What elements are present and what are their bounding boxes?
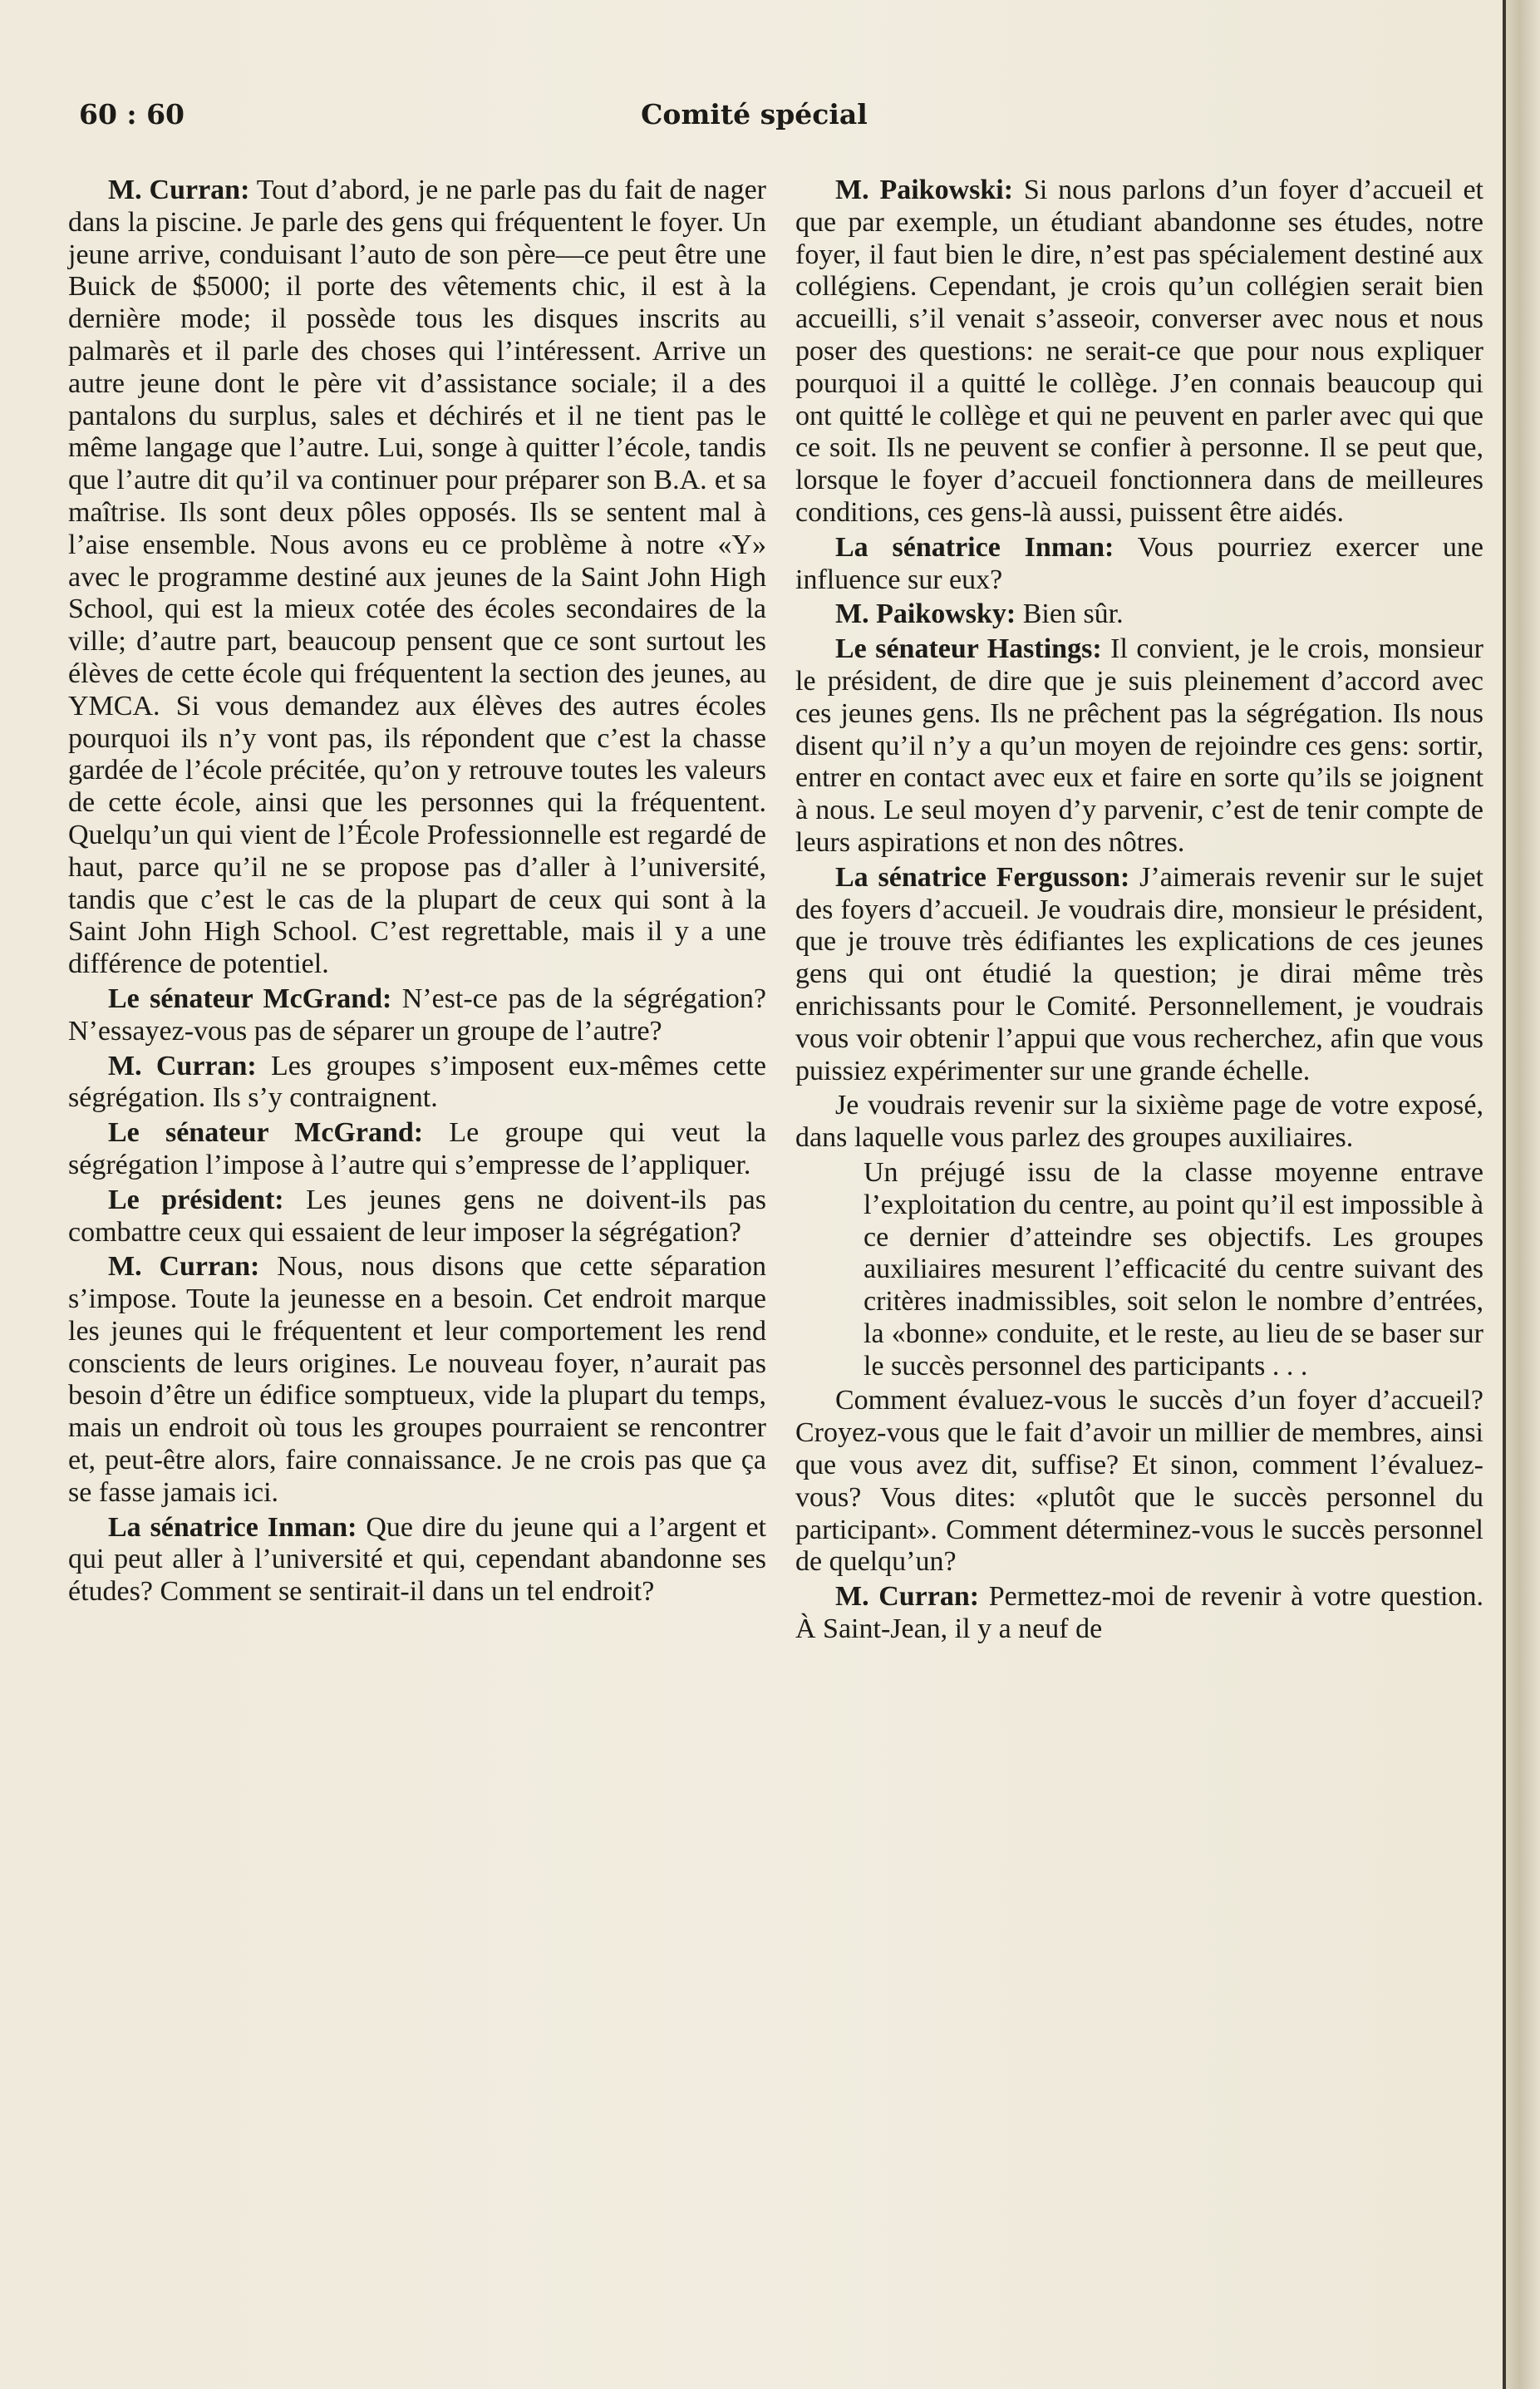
paragraph [795, 1090, 1483, 1155]
speaker-name: La sénatrice Fergusson: [835, 861, 1130, 893]
paragraph [795, 598, 1483, 631]
speaker-name: Le sénateur McGrand: [108, 1117, 424, 1149]
paragraph [795, 1581, 1483, 1646]
paragraph [795, 1385, 1483, 1579]
speaker-name: M. Curran: [108, 1251, 260, 1283]
binding-gutter [1506, 0, 1540, 2389]
paragraph [68, 1051, 766, 1116]
speaker-name: M. Paikowsky: [835, 598, 1016, 630]
paragraph [795, 532, 1483, 597]
paragraph-text: Si nous parlons d’un foyer d’accueil et que par exemple, un étudiant abandonne ses études, notre foyer, il faut bien le dire, n’est pas spécialement destiné aux collégiens. Cependant, je crois qu’un collégien serait bien accueilli, s’il venait s’asseoir, converser avec nous et nous poser des questions: ne serait-ce que pour nous expliquer pourquoi il a quitté le collège. J’en connais beaucoup qui ont quitté le collège et qui ne peuvent en parler avec qui que ce soit. Ils ne peuvent se confier à personne. Il se peut que, lorsque le foyer d’accueil fonctionnera dans de meilleures conditions, ces gens-là aussi, puissent être aidés. [795, 175, 1483, 528]
speaker-name: La sénatrice Inman: [108, 1511, 357, 1543]
speaker-name: M. Paikowski: [835, 175, 1014, 205]
paragraph-text: Vous pourriez exercer une influence sur eux? [795, 531, 1483, 595]
paragraph-text: Bien sûr. [1016, 598, 1124, 630]
speaker-name: M. Curran: [108, 175, 250, 205]
speaker-name: M. Curran: [835, 1581, 980, 1613]
paragraph-text: J’aimerais revenir sur le sujet des foyers d’accueil. Je voudrais dire, monsieur le président, que je trouve très édifiantes les explications de ces jeunes gens qui ont étudié la question; je dirai même très enrichissants pour le Comité. Personnellement, je voudrais vous voir obtenir l’appui que vous recherchez, afin que vous puissiez expérimenter sur une grande échelle. [795, 861, 1483, 1086]
paragraph-text: Les jeunes gens ne doivent-ils pas combattre ceux qui essaient de leur imposer la ségrégation? [68, 1184, 766, 1248]
paragraph [795, 175, 1483, 530]
paragraph-text: Que dire du jeune qui a l’argent et qui peut aller à l’université et qui, cependant abandonne ses études? Comment se sentirait-il dans un tel endroit? [68, 1511, 766, 1608]
paragraph [68, 175, 766, 981]
paragraph-text: Il convient, je le crois, monsieur le président, de dire que je suis pleinement d’accord avec ces jeunes gens. Ils ne prêchent pas la ségrégation. Ils nous disent qu’il n’y a qu’un moyen de rejoindre ces gens: sortir, entrer en contact avec eux et faire en sorte qu’ils se joignent à nous. Le seul moyen d’y parvenir, c’est de tenir compte de leurs aspirations et non des nôtres. [795, 633, 1484, 858]
paragraph-text: N’est-ce pas de la ségrégation? N’essayez-vous pas de séparer un groupe de l’autre? [68, 983, 766, 1047]
speaker-name: La sénatrice Inman: [835, 531, 1114, 563]
paragraph-text: Nous, nous disons que cette séparation s’impose. Toute la jeunesse en a besoin. Cet endroit marque les jeunes qui le fréquentent et leur comportement les rend conscients de leurs origines. Le nouveau foyer, n’aurait pas besoin d’être un édifice somptueux, vide la plupart du temps, mais un endroit où tous les groupes pourraient se rencontrer et, peut-être alors, faire connaissance. Je ne crois pas que ça se fasse jamais ici. [68, 1251, 766, 1508]
paragraph-text: Le groupe qui veut la ségrégation l’impose à l’autre qui s’empresse de l’appliquer. [68, 1117, 766, 1180]
paragraph [795, 862, 1483, 1088]
speaker-name: Le sénateur McGrand: [108, 983, 392, 1014]
paragraph-text: Comment évaluez-vous le succès d’un foyer d’accueil? Croyez-vous que le fait d’avoir un millier de membres, ainsi que vous avez dit, suffise? Et sinon, comment l’évaluez-vous? Vous dites: «plutôt que le succès personnel du participant». Comment déterminez-vous le succès personnel de quelqu’un? [795, 1385, 1483, 1578]
paragraph [68, 1185, 766, 1249]
page-header [79, 98, 1429, 138]
paragraph-text: Je voudrais revenir sur la sixième page de votre exposé, dans laquelle vous parlez des groupes auxiliaires. [795, 1090, 1483, 1154]
paragraph [68, 1512, 766, 1608]
paragraph-text: Permettez-moi de revenir à votre question. À Saint-Jean, il y a neuf de [795, 1581, 1483, 1645]
page-number: 60 : 60 [79, 98, 185, 131]
paragraph-text: Les groupes s’imposent eux-mêmes cette ségrégation. Ils s’y contraignent. [68, 1050, 766, 1114]
speaker-name: Le sénateur Hastings: [835, 633, 1102, 665]
paragraph [68, 1117, 766, 1182]
paragraph [795, 633, 1483, 860]
block-quote [863, 1157, 1483, 1383]
quote-text: Un préjugé issu de la classe moyenne entrave l’exploitation du centre, au point qu’il est impossible à ce dernier d’atteindre ses objectifs. Les groupes auxiliaires mesurent l’efficacité du centre suivant des critères inadmissibles, soit selon le nombre d’entrées, la «bonne» conduite, et le reste, au lieu de se baser sur le succès personnel des participants . . . [863, 1156, 1483, 1382]
running-title: Comité spécial [641, 98, 868, 131]
speaker-name: Le président: [108, 1184, 284, 1215]
speaker-name: M. Curran: [108, 1050, 257, 1081]
paragraph [68, 983, 766, 1048]
paragraph-text: Tout d’abord, je ne parle pas du fait de nager dans la piscine. Je parle des gens qui fréquentent le foyer. Un jeune arrive, conduisant l’auto de son père—ce peut être une Buick de $5000; il porte des vêtements chic, il est à la dernière mode; il possède tous les disques inscrits au palmarès et il parle des choses qui l’intéressent. Arrive un autre jeune dont le père vit d’assistance sociale; il a des pantalons du surplus, sales et déchirés et il ne tient pas le même langage que l’autre. Lui, songe à quitter l’école, tandis que l’autre dit qu’il va continuer pour préparer son B.A. et sa maîtrise. Ils sont deux pôles opposés. Ils se sentent mal à l’aise ensemble. Nous avons eu ce problème à notre «Y» avec le programme destiné aux jeunes de la Saint John High School, qui est la mieux cotée des écoles secondaires de la ville; d’autre part, beaucoup pensent que ce sont surtout les élèves de cette école qui fréquentent la section des jeunes, au YMCA. Si vous demandez aux élèves des autres écoles pourquoi ils n’y vont pas, ils répondent que c’est la chasse gardée de l’école précitée, qu’on y retrouve toutes les valeurs de cette école, ainsi que les personnes qui la fréquentent. Quelqu’un qui vient de l’École Professionnelle est regardé de haut, parce qu’il ne se propose pas d’aller à l’université, tandis que c’est le cas de la plupart de ceux qui sont à la Saint John High School. C’est regrettable, mais il y a une différence de potentiel. [68, 175, 767, 980]
left-column [68, 175, 766, 1611]
right-column [795, 175, 1483, 1648]
paragraph [68, 1251, 766, 1509]
